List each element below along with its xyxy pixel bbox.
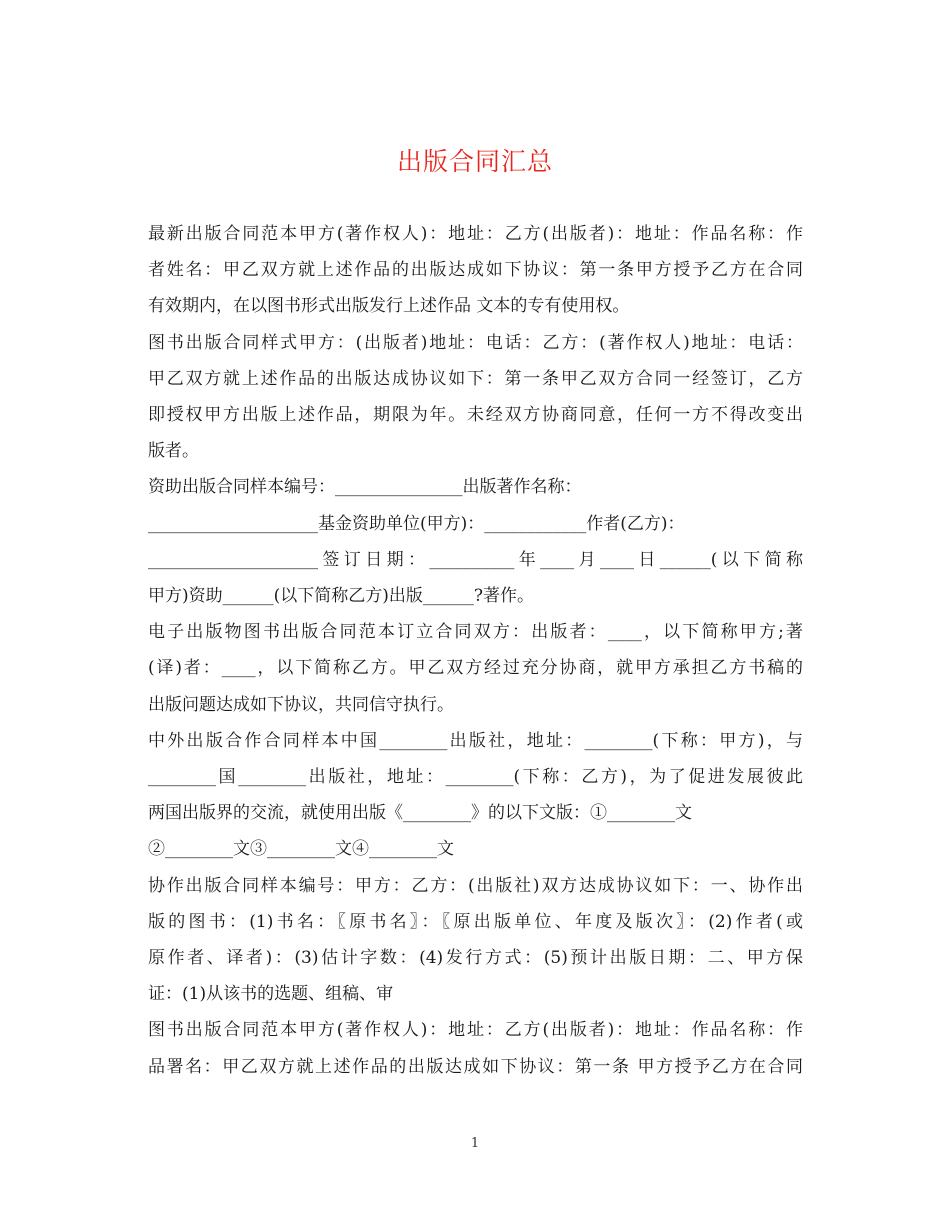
paragraph-electronic-publication-contract xyxy=(148,614,803,723)
paragraph-book-publishing-contract-style xyxy=(148,325,803,470)
document-body xyxy=(148,216,803,1085)
paragraph-line: 版者。 xyxy=(148,441,199,462)
paragraph-line: 最新出版合同范本甲方(著作权人)：地址：乙方(出版者)：地址：作品名称：作 xyxy=(148,224,803,244)
paragraph-line: 资助出版合同样本编号：_______________出版著作名称： xyxy=(148,477,582,498)
paragraph-line: 即授权甲方出版上述作品，期限为年。未经双方协商同意，任何一方不得改变出 xyxy=(148,405,803,426)
paragraph-line: (译)者：____，以下简称乙方。甲乙双方经过充分协商，就甲方承担乙方书稿的 xyxy=(148,658,803,679)
paragraph-book-publishing-contract-sample xyxy=(148,1012,803,1084)
paragraph-line: 图书出版合同范本甲方(著作权人)：地址：乙方(出版者)：地址：作品名称：作 xyxy=(148,1020,803,1041)
paragraph-sino-foreign-publishing-contract xyxy=(148,723,803,868)
paragraph-line: ________国________出版社，地址：________(下称：乙方)，为了促进发展彼此 xyxy=(148,767,803,788)
paragraph-line: 原作者、译者)：(3)估计字数：(4)发行方式：(5)预计出版日期：二、甲方保 xyxy=(148,948,803,969)
paragraph-line: 电子出版物图书出版合同范本订立合同双方：出版者：____，以下简称甲方;著 xyxy=(148,622,803,643)
paragraph-line: 协作出版合同样本编号：甲方：乙方：(出版社)双方达成协议如下：一、协作出 xyxy=(148,875,803,896)
paragraph-line: ②________文③________文④________文 xyxy=(148,839,454,860)
paragraph-line: 者姓名：甲乙双方就上述作品的出版达成如下协议：第一条甲方授予乙方在合同 xyxy=(148,260,803,281)
paragraph-line: 出版问题达成如下协议，共同信守执行。 xyxy=(148,694,454,715)
paragraph-line: 甲方)资助______(以下简称乙方)出版______?著作。 xyxy=(148,586,535,607)
paragraph-funded-publishing-contract xyxy=(148,469,803,614)
paragraph-line: 有效期内，在以图书形式出版发行上述作品 文本的专有使用权。 xyxy=(148,296,630,317)
paragraph-line: 图书出版合同样式甲方：(出版者)地址：电话：乙方：(著作权人)地址：电话： xyxy=(148,332,803,353)
paragraph-cooperative-publishing-contract xyxy=(148,868,803,1013)
paragraph-line: 品署名：甲乙双方就上述作品的出版达成如下协议：第一条 甲方授予乙方在合同 xyxy=(148,1056,803,1077)
page-number: 1 xyxy=(470,1136,480,1151)
paragraph-line: 证：(1)从该书的选题、组稿、审 xyxy=(148,984,394,1005)
paragraph-latest-publishing-contract xyxy=(148,216,803,325)
paragraph-line: 版的图书：(1)书名：〖原书名〗：〖原出版单位、年度及版次〗：(2)作者(或 xyxy=(148,911,803,932)
document-title: 出版合同汇总 xyxy=(396,147,553,176)
paragraph-line: 中外出版合作合同样本中国________出版社，地址：________(下称：甲方)，与 xyxy=(148,730,803,751)
paragraph-line: 两国出版界的交流，就使用出版《________》的以下文版：①________文 xyxy=(148,803,692,824)
paragraph-line: ____________________签订日期：__________年____月____日______(以下简称 xyxy=(148,549,803,570)
paragraph-line: 甲乙双方就上述作品的出版达成协议如下：第一条甲乙双方合同一经签订，乙方 xyxy=(148,368,803,389)
paragraph-line: ____________________基金资助单位(甲方)：____________作者(乙方)： xyxy=(148,513,685,534)
